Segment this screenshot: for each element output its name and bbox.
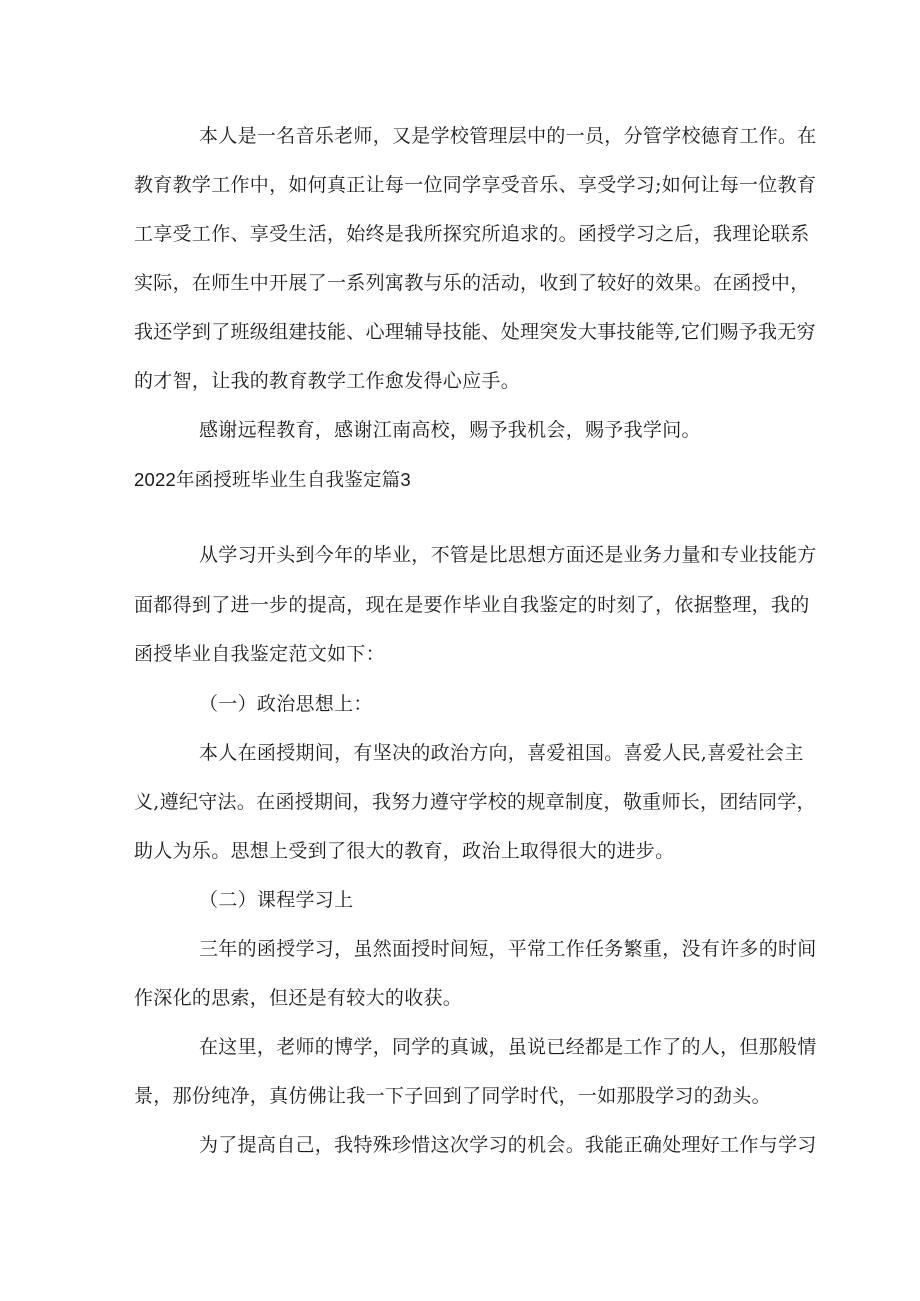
paragraph-line: 的才智，让我的教育教学工作愈发得心应手。 <box>134 370 521 392</box>
paragraph-line: 三年的函授学习，虽然面授时间短，平常工作任务繁重，没有许多的时间 <box>199 938 817 960</box>
paragraph-improvement: 为了提高自己，我特殊珍惜这次学习的机会。我能正确处理好工作与学习 <box>199 1134 817 1156</box>
paragraph-line: 景，那份纯净，真仿佛让我一下子回到了同学时代，一如那股学习的劲头。 <box>134 1085 771 1107</box>
paragraph-line: 义,遵纪守法。在函授期间，我努力遵守学校的规章制度，敬重师长，团结同学， <box>134 791 816 813</box>
paragraph-line: 面都得到了进一步的提高，现在是要作毕业自我鉴定的时刻了，依据整理，我的 <box>134 594 810 616</box>
paragraph-line: 实际，在师生中开展了一系列寓教与乐的活动，收到了较好的效果。在函授中， <box>134 272 810 294</box>
paragraph-line: 函授毕业自我鉴定范文如下： <box>134 643 385 665</box>
paragraph-line: 助人为乐。思想上受到了很大的教育，政治上取得很大的进步。 <box>134 840 675 862</box>
subheading-coursework: （二）课程学习上 <box>199 889 354 911</box>
section-heading: 2022年函授班毕业生自我鉴定篇3 <box>134 469 411 490</box>
paragraph-line: 教育教学工作中，如何真正让每一位同学享受音乐、享受学习;如何让每一位教育 <box>134 174 817 196</box>
paragraph-line: 从学习开头到今年的毕业，不管是比思想方面还是业务力量和专业技能方 <box>199 544 817 566</box>
paragraph-line: 本人是一名音乐老师，又是学校管理层中的一员，分管学校德育工作。在 <box>199 125 817 147</box>
subheading-politics: （一）政治思想上： <box>199 693 373 715</box>
paragraph-line: 工享受工作、享受生活，始终是我所探究所追求的。函授学习之后，我理论联系 <box>134 223 810 245</box>
paragraph-thanks: 感谢远程教育，感谢江南高校，赐予我机会，赐予我学问。 <box>199 419 701 441</box>
paragraph-line: 本人在函授期间，有坚决的政治方向，喜爱祖国。喜爱人民,喜爱社会主 <box>199 742 804 764</box>
paragraph-line: 在这里，老师的博学，同学的真诚，虽说已经都是工作了的人，但那般情 <box>199 1036 817 1058</box>
paragraph-line: 我还学到了班级组建技能、心理辅导技能、处理突发大事技能等,它们赐予我无穷 <box>134 321 816 343</box>
paragraph-line: 作深化的思索，但还是有较大的收获。 <box>134 987 463 1009</box>
